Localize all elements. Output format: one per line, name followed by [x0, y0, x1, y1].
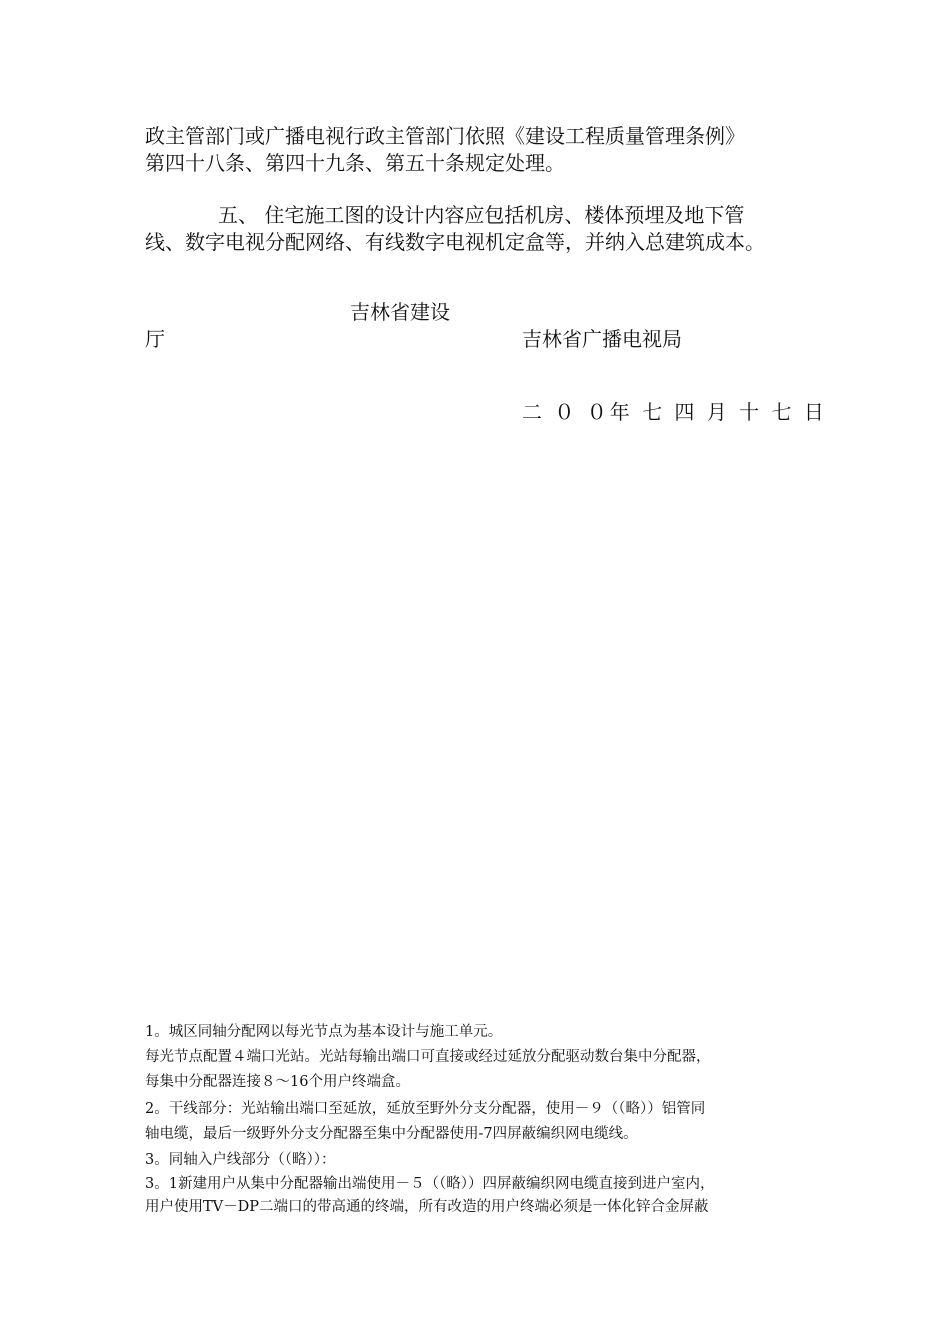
- paragraph-line: 线、数字电视分配网络、有线数字电视机定盒等，并纳入总建筑成本。: [145, 230, 765, 254]
- note-line: 每光节点配置４端口光站。光站每输出端口可直接或经过延放分配驱动数台集中分配器，: [145, 1049, 711, 1065]
- signature-date: 二 ０ ０年 七 四 月 十 七 日: [522, 400, 827, 424]
- signature-left-part1: 吉林省建设: [350, 300, 450, 324]
- note-line: 3。1新建用户从集中分配器输出端使用－５（（略））四屏蔽编织网电缆直接到进户室内，: [145, 1176, 715, 1192]
- note-line: 用户使用TV－DP二端口的带高通的终端，所有改造的用户终端必须是一体化锌合金屏蔽: [145, 1199, 709, 1215]
- signature-left-part2: 厅: [145, 327, 165, 351]
- paragraph-line: 政主管部门或广播电视行政主管部门依照《建设工程质量管理条例》: [145, 124, 745, 148]
- paragraph-line: 五、 住宅施工图的设计内容应包括机房、楼体预埋及地下管: [218, 203, 745, 227]
- note-line: 2。干线部分：光站输出端口至延放，延放至野外分支分配器，使用－９（（略））铝管同: [145, 1101, 706, 1117]
- note-line: 3。同轴入户线部分（（略））：: [145, 1152, 336, 1168]
- signature-right: 吉林省广播电视局: [522, 327, 682, 351]
- note-line: 1。城区同轴分配网以每光节点为基本设计与施工单元。: [145, 1024, 503, 1040]
- paragraph-line: 第四十八条、第四十九条、第五十条规定处理。: [145, 151, 565, 175]
- note-line: 轴电缆，最后一级野外分支分配器至集中分配器使用-7四屏蔽编织网电缆线。: [145, 1126, 638, 1142]
- note-line: 每集中分配器连接８～16个用户终端盒。: [145, 1074, 410, 1090]
